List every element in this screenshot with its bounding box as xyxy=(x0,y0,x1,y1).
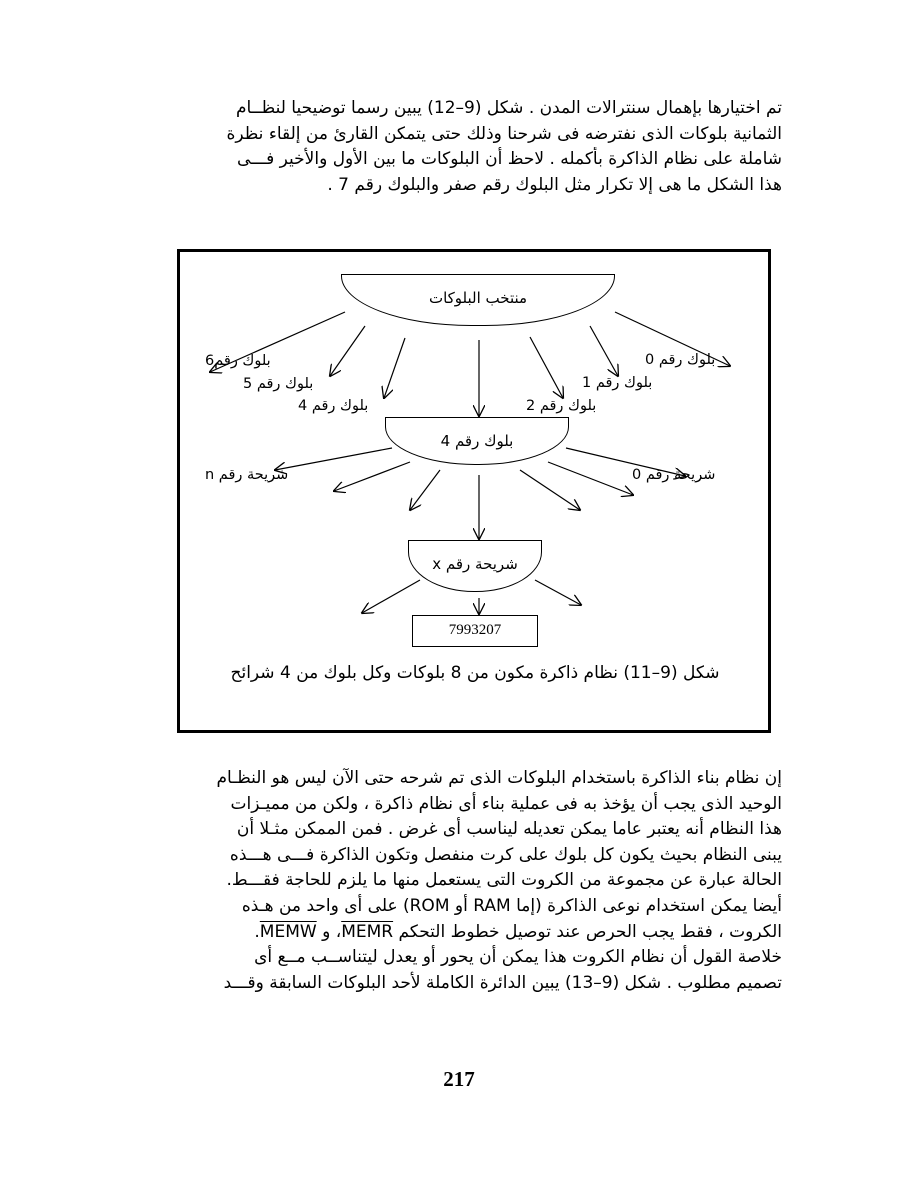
block-2-label: بلوك رقم 2 xyxy=(526,398,597,414)
chip-n-label: شريحة رقم n xyxy=(205,467,289,483)
block-0-label: بلوك رقم 0 xyxy=(645,352,716,368)
text-line: هذا الشكل ما هى إلا تكرار مثل البلوك رقم صفر والبلوك رقم 7 . xyxy=(327,174,782,195)
arrow-chip-out-left xyxy=(362,580,420,613)
arrow-chip-out-right xyxy=(535,580,581,605)
output-value-box xyxy=(412,615,538,647)
control-lines-text xyxy=(150,920,782,946)
block-1-label: بلوك رقم 1 xyxy=(582,375,653,391)
arrow-chip-left1 xyxy=(410,470,440,510)
figure-caption: شكل (9–11) نظام ذاكرة مكون من 8 بلوكات وكل بلوك من 4 شرائح xyxy=(230,663,720,683)
text-line: تصميم مطلوب . شكل (9–13) يبين الدائرة الكاملة لأحد البلوكات السابقة وقـــد xyxy=(223,972,782,993)
chip-0-label: شريحة رقم 0 xyxy=(632,467,716,483)
control-prefix: الكروت ، فقط يجب الحرص عند توصيل خطوط التحكم xyxy=(393,921,782,942)
arrow-block5 xyxy=(330,326,365,376)
arrow-block1 xyxy=(590,326,618,376)
text-line: الوحيد الذى يجب أن يؤخذ به فى عملية بناء أى نظام ذاكرة ، ولكن من مميـزات xyxy=(230,793,782,814)
arrow-block2 xyxy=(530,337,563,398)
text-line: تم اختيارها بإهمال سنترالات المدن . شكل (9–12) يبين رسما توضيحيا لنظــام xyxy=(235,98,782,118)
chip-x-mux-label: شريحة رقم x xyxy=(432,555,518,573)
text-line: الثمانية بلوكات الذى نفترضه فى شرحنا وذلك حتى يتمكن القارئ من إلقاء نظرة xyxy=(226,123,782,144)
body-paragraph xyxy=(150,766,782,996)
text-line: شاملة على نظام الذاكرة بأكمله . لاحظ أن البلوكات ما بين الأول والأخير فـــى xyxy=(237,149,782,170)
text-line: يبنى النظام بحيث يكون كل بلوك على كرت منفصل وتكون الذاكرة فـــى هـــذه xyxy=(229,844,782,865)
block-4-mux-label: بلوك رقم 4 xyxy=(440,432,514,450)
block-selector-label: منتخب البلوكات xyxy=(428,289,528,307)
text-line: الحالة عبارة عن مجموعة من الكروت التى يستعمل منها ما يلزم للحاجة فقـــط. xyxy=(226,870,782,891)
block-5-label: بلوك رقم 5 xyxy=(243,376,314,392)
arrow-chip-right1 xyxy=(520,470,580,510)
output-value: 7993207 xyxy=(448,622,502,638)
arrow-block4-side xyxy=(384,338,405,398)
control-suffix: . xyxy=(254,921,260,942)
memr-signal: MEMR xyxy=(341,921,394,942)
text-line: هذا النظام أنه يعتبر عاما يمكن تعديله ليناسب أى غرض . فمن الممكن مثـلا أن xyxy=(236,819,782,840)
memw-signal: MEMW xyxy=(259,921,317,942)
block-4-label: بلوك رقم 4 xyxy=(298,398,369,414)
block-6-label: بلوك رقم6 xyxy=(205,353,271,369)
text-line: أيضا يمكن استخدام نوعى الذاكرة (إما RAM أو ROM) على أى واحد من هـذه xyxy=(241,895,782,916)
arrow-chip-right2 xyxy=(548,462,633,495)
page-number: 217 xyxy=(443,1067,475,1091)
text-line: خلاصة القول أن نظام الكروت هذا يمكن أن يحور أو يعدل ليتناســب مــع أى xyxy=(254,947,782,968)
control-joiner: ، و xyxy=(316,921,342,942)
arrow-chip-n xyxy=(275,448,392,470)
arrow-chip-left2 xyxy=(334,462,410,491)
text-line: إن نظام بناء الذاكرة باستخدام البلوكات الذى تم شرحه حتى الآن ليس هو النظـام xyxy=(216,768,782,788)
